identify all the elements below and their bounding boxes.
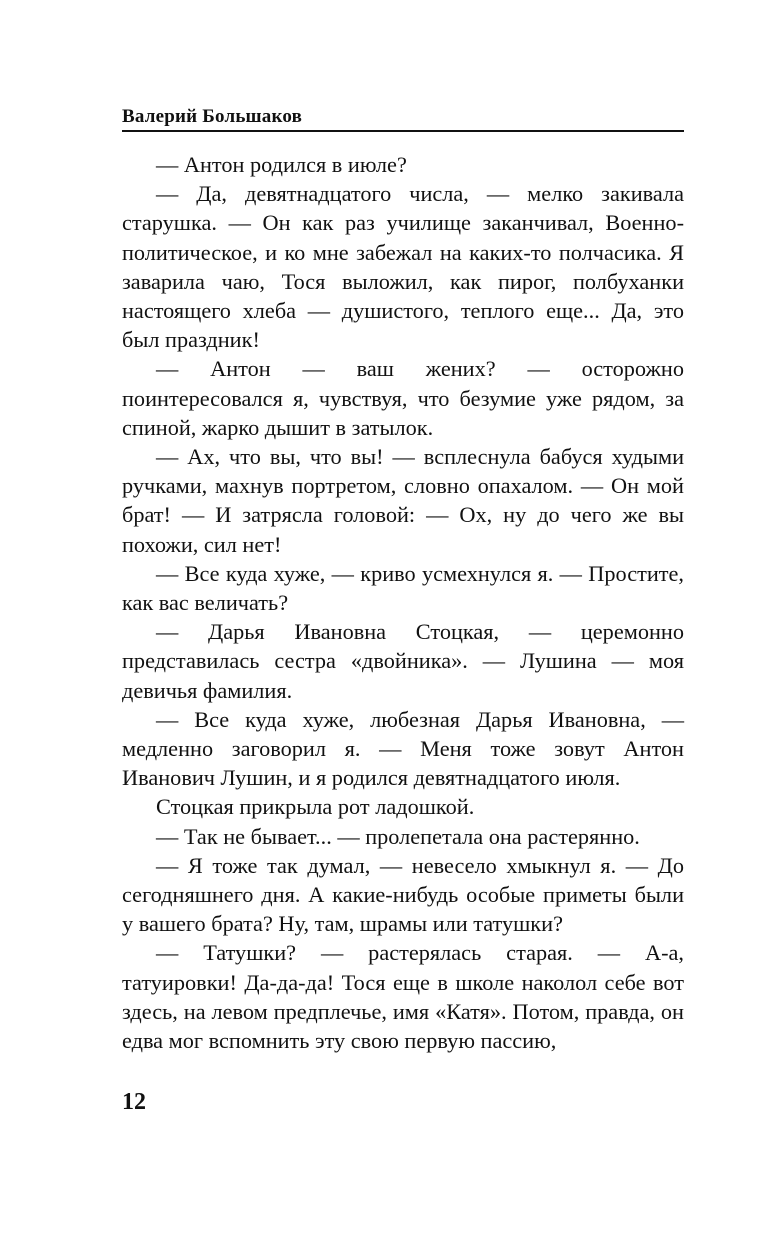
paragraph: — Антон родился в июле?: [156, 152, 407, 177]
paragraph: — Дарья Ивановна Стоцкая, — церемонно представилась сестра «двойника». — Лушина — моя девичья фамилия.: [122, 619, 684, 703]
paragraph: — Ах, что вы, что вы! — всплеснула бабуся худыми ручками, махнув портретом, словно опахалом. — Он мой брат! — И затрясла головой: — Ох, ну до чего же вы похожи, сил нет!: [122, 444, 684, 557]
paragraph: Стоцкая прикрыла рот ладошкой.: [156, 794, 475, 820]
header-rule: [122, 130, 684, 132]
running-head-author: Валерий Большаков: [122, 106, 303, 127]
paragraph: — Все куда хуже, — криво усмехнулся я. — Простите, как вас величать?: [122, 560, 684, 616]
paragraph: — Я тоже так думал, — невесело хмыкнул я. — До сегодняшнего дня. А какие-нибудь особые приметы были у вашего брата? Ну, там, шрамы или татушки?: [122, 852, 684, 937]
paragraph: — Антон — ваш жених? — осторожно поинтересовался я, чувствуя, что безумие уже рядом, за спиной, жарко дышит в затылок.: [122, 356, 684, 440]
paragraph: — Так не бывает... — пролепетала она растерянно.: [156, 823, 640, 849]
page-number: 12: [122, 1089, 146, 1115]
paragraph: — Татушки? — растерялась старая. — А-а, татуировки! Да-да-да! Тося еще в школе наколол себе вот здесь, на левом предплечье, имя «Катя». Потом, правда, он едва мог вспомнить эту свою первую пассию,: [122, 940, 684, 1054]
paragraph: — Все куда хуже, любезная Дарья Ивановна, — медленно заговорил я. — Меня тоже зовут Антон Иванович Лушин, и я родился девятнадцатого июля.: [122, 706, 684, 791]
paragraph: — Да, девятнадцатого числа, — мелко закивала старушка. — Он как раз училище заканчивал, Военно-политическое, и ко мне забежал на каких-то полчасика. Я заварила чаю, Тося выложил, как пирог, полбуханки настоящего хлеба — душистого, теплого еще... Да, это был праздник!: [122, 181, 684, 353]
body-text: [122, 150, 684, 1055]
book-page: [122, 0, 684, 1240]
